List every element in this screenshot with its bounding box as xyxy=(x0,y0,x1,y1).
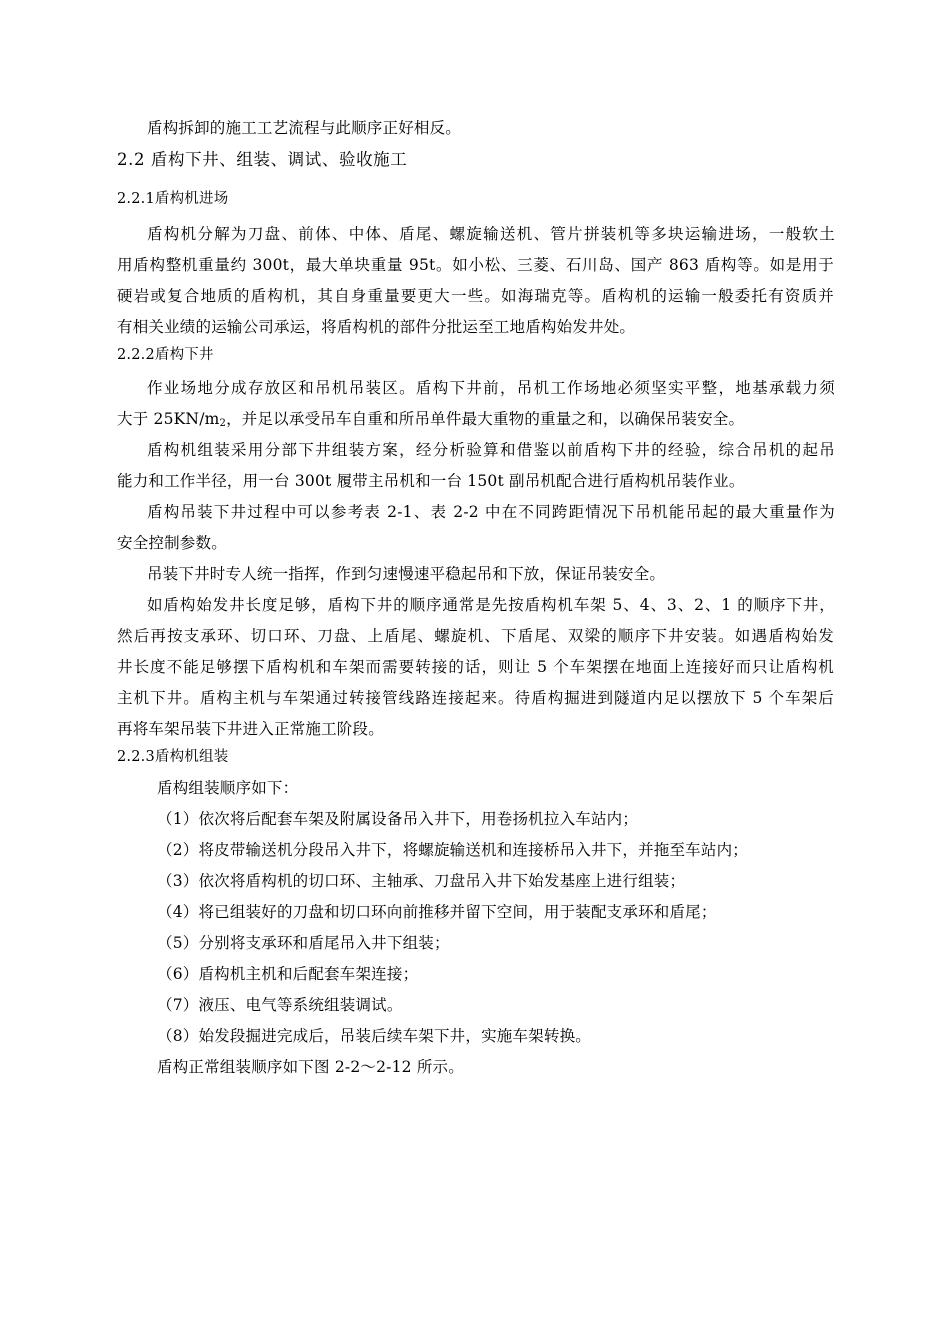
paragraph-line: 盾构机分解为刀盘、前体、中体、盾尾、螺旋输送机、管片拼装机等多块运输进场，一般软土 xyxy=(147,225,835,243)
intro-paragraph: 盾构拆卸的施工工艺流程与此顺序正好相反。 xyxy=(147,119,462,137)
paragraph-line: 有相关业绩的运输公司承运，将盾构机的部件分批运至工地盾构始发井处。 xyxy=(117,318,636,336)
list-item: （8）始发段掘进完成后，吊装后续车架下井，实施车架转换。 xyxy=(157,1027,591,1045)
section-heading-2-2-1: 2.2.1盾构机进场 xyxy=(117,191,229,207)
list-item: （6）盾构机主机和后配套车架连接； xyxy=(157,965,419,983)
paragraph-line: 盾构吊装下井过程中可以参考表 2-1、表 2-2 中在不同跨距情况下吊机能吊起的最大重量作为 xyxy=(147,503,835,521)
paragraph-line: 井长度不能足够摆下盾构机和车架而需要转接的话，则让 5 个车架摆在地面上连接好而只让盾构机 xyxy=(117,658,834,676)
paragraph-line: 再将车架吊装下井进入正常施工阶段。 xyxy=(117,720,384,738)
paragraph-line: 安全控制参数。 xyxy=(117,534,227,552)
paragraph-line: 硬岩或复合地质的盾构机，其自身重量要更大一些。如海瑞克等。盾构机的运输一般委托有资质并 xyxy=(117,287,834,305)
section-heading-2-2: 2.2 盾构下井、组装、调试、验收施工 xyxy=(117,150,408,169)
paragraph-line: 作业场地分成存放区和吊机吊装区。盾构下井前，吊机工作场地必须坚实平整，地基承载力须 xyxy=(147,379,835,397)
paragraph-line: 主机下井。盾构主机与车架通过转接管线路连接起来。待盾构掘进到隧道内足以摆放下 5 个车架后 xyxy=(117,689,834,707)
list-item: （7）液压、电气等系统组装调试。 xyxy=(157,996,403,1014)
list-item: （4）将已组装好的刀盘和切口环向前推移并留下空间，用于装配支承环和盾尾； xyxy=(157,903,717,921)
unit-exponent: 2 xyxy=(219,418,227,429)
section-heading-2-2-2: 2.2.2盾构下井 xyxy=(117,347,214,363)
paragraph-line: 吊装下井时专人统一指挥，作到匀速慢速平稳起吊和下放，保证吊装安全。 xyxy=(147,565,666,583)
paragraph-line: 然后再按支承环、切口环、刀盘、上盾尾、螺旋机、下盾尾、双梁的顺序下井安装。如遇盾构始发 xyxy=(117,627,834,645)
section-heading-2-2-3: 2.2.3盾构机组装 xyxy=(117,749,229,765)
paragraph-line: 用盾构整机重量约 300t，最大单块重量 95t。如小松、三菱、石川岛、国产 863 盾构等。如是用于 xyxy=(117,256,834,274)
paragraph-line: 能力和工作半径，用一台 300t 履带主吊机和一台 150t 副吊机配合进行盾构机吊装作业。 xyxy=(117,472,745,490)
paragraph-line: 盾构正常组装顺序如下图 2-2～2-12 所示。 xyxy=(157,1058,464,1076)
paragraph-text: ，并足以承受吊车自重和所吊单件最大重物的重量之和，以确保吊装安全。 xyxy=(226,410,745,428)
load-value: 大于 25KN/m xyxy=(117,410,220,428)
list-item: （3）依次将盾构机的切口环、主轴承、刀盘吊入井下始发基座上进行组装； xyxy=(157,872,686,890)
list-item: （1）依次将后配套车架及附属设备吊入井下，用卷扬机拉入车站内； xyxy=(157,810,639,828)
paragraph-line: 如盾构始发井长度足够，盾构下井的顺序通常是先按盾构机车架 5、4、3、2、1 的顺序下井， xyxy=(147,596,835,614)
list-item: （2）将皮带输送机分段吊入井下，将螺旋输送机和连接桥吊入井下，并拖至车站内； xyxy=(157,841,748,859)
paragraph-line xyxy=(117,409,744,434)
list-item: （5）分别将支承环和盾尾吊入井下组装； xyxy=(157,934,450,952)
paragraph-line: 盾构机组装采用分部下井组装方案，经分析验算和借鉴以前盾构下井的经验，综合吊机的起吊 xyxy=(147,441,835,459)
paragraph-line: 盾构组装顺序如下： xyxy=(157,779,299,797)
